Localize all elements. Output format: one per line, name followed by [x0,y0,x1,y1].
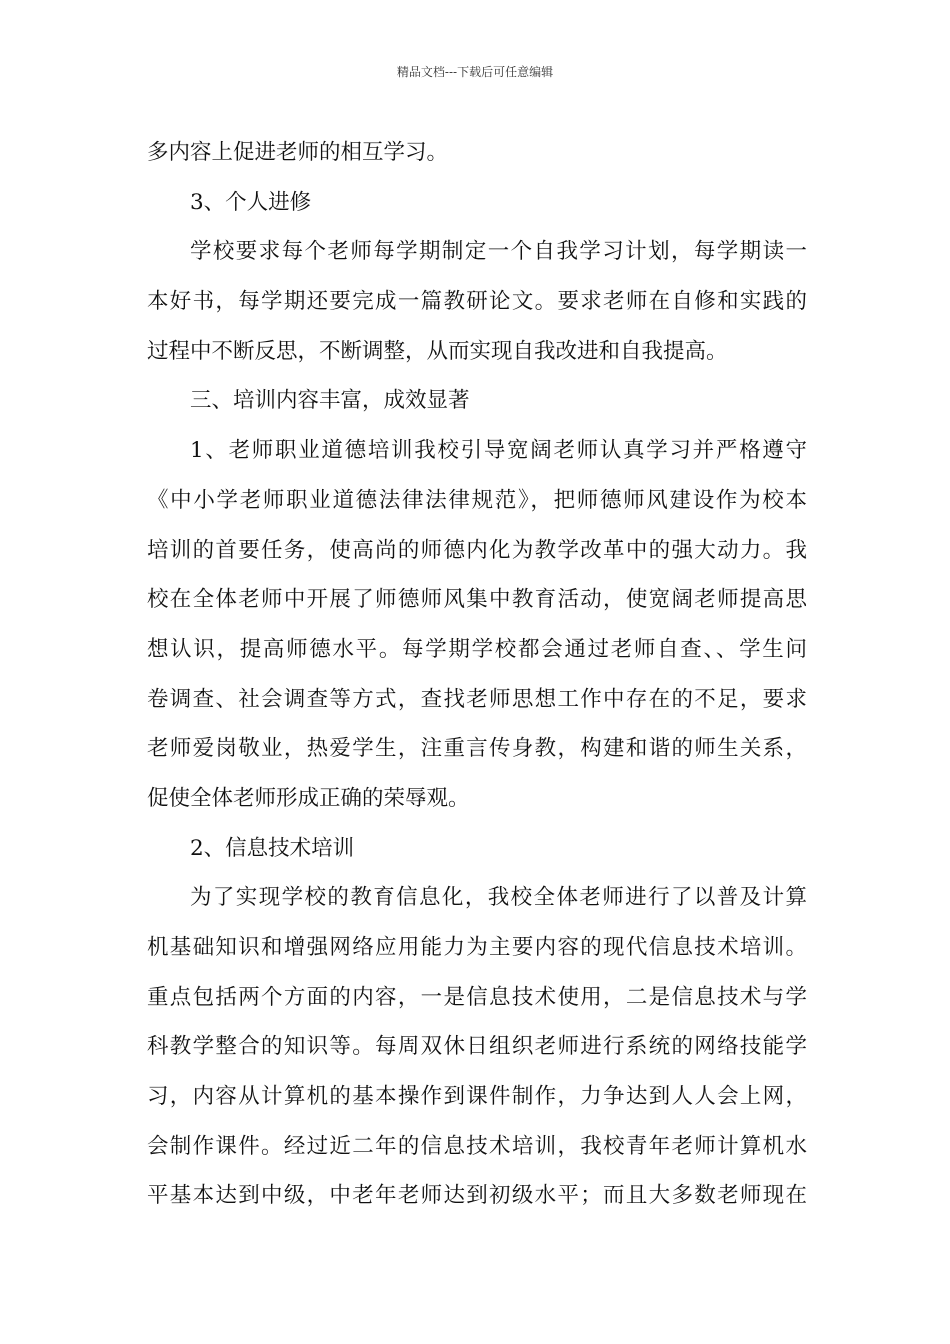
text-line: 多内容上促进老师的相互学习。 [147,140,449,165]
text-line: 三、培训内容丰富，成效显著 [190,388,470,414]
text-line: 老师爱岗敬业，热爱学生，注重言传身教，构建和谐的师生关系， [147,736,807,762]
text-line: 3、个人进修 [190,189,312,215]
text-line: 机基础知识和增强网络应用能力为主要内容的现代信息技术培训。 [147,935,807,960]
text-line: 为了实现学校的教育信息化，我校全体老师进行了以普及计算 [190,885,807,911]
page-header: 精品文档---下载后可任意编辑 [396,65,554,79]
text-line: 平基本达到中级，中老年老师达到初级水平；而且大多数老师现在 [147,1183,807,1209]
text-line: 2、信息技术培训 [190,835,355,861]
text-line: 本好书，每学期还要完成一篇教研论文。要求老师在自修和实践的 [147,289,807,315]
text-line: 培训的首要任务，使高尚的师德内化为教学改革中的强大动力。我 [147,537,807,563]
text-line: 校在全体老师中开展了师德师风集中教育活动，使宽阔老师提高思 [147,587,807,613]
text-line: 重点包括两个方面的内容，一是信息技术使用，二是信息技术与学 [147,984,807,1010]
document-body [147,128,807,1221]
text-line: 学校要求每个老师每学期制定一个自我学习计划，每学期读一 [190,239,807,265]
text-line: 想认识，提高师德水平。每学期学校都会通过老师自查、、学生问 [147,636,807,662]
text-line: 过程中不断反思，不断调整，从而实现自我改进和自我提高。 [147,338,728,364]
text-line: 科教学整合的知识等。每周双休日组织老师进行系统的网络技能学 [147,1034,807,1060]
text-line: 卷调查、社会调查等方式，查找老师思想工作中存在的不足，要求 [147,686,807,712]
text-line: 会制作课件。经过近二年的信息技术培训，我校青年老师计算机水 [147,1133,807,1159]
text-line: 习，内容从计算机的基本操作到课件制作，力争达到人人会上网， [147,1084,807,1110]
text-line: 《中小学老师职业道德法律法律规范》，把师德师风建设作为校本 [147,487,807,513]
text-line: 1、老师职业道德培训我校引导宽阔老师认真学习并严格遵守 [190,438,807,464]
text-line: 促使全体老师形成正确的荣辱观。 [147,785,470,811]
